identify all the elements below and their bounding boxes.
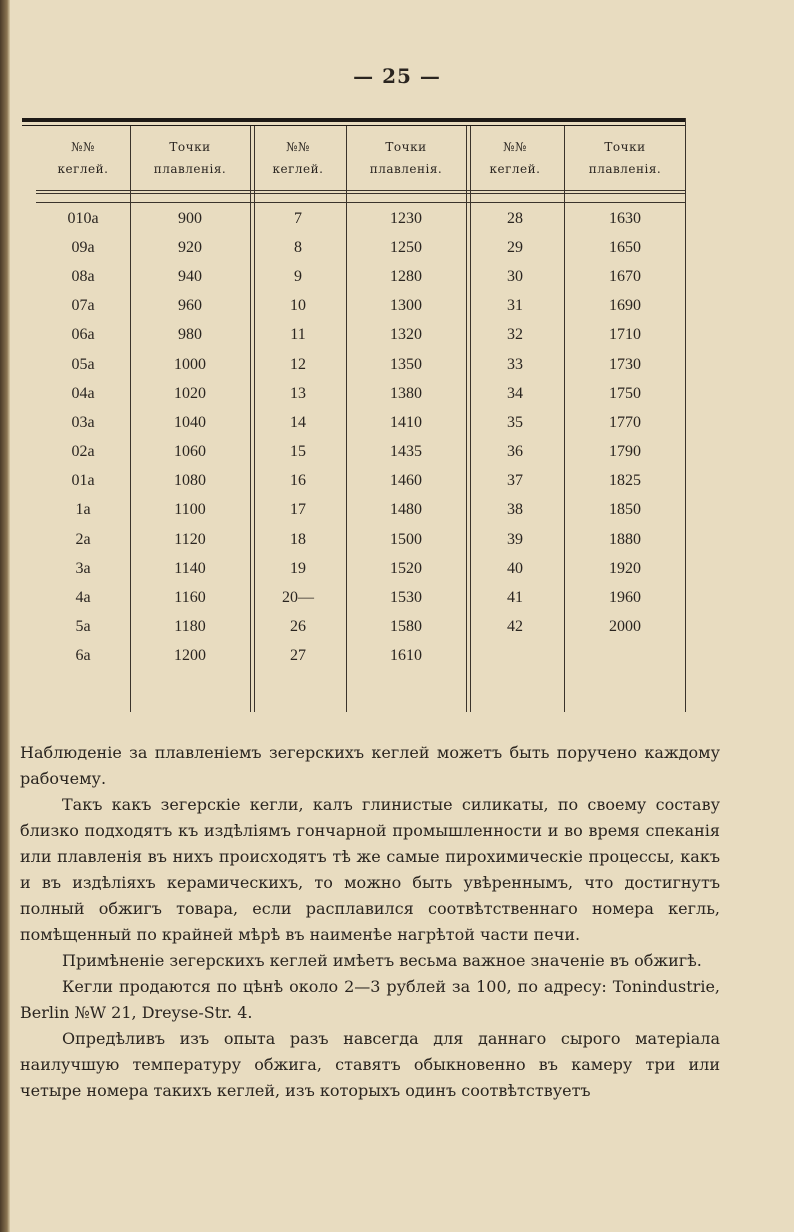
paragraph: Наблюденіе за плавленіемъ зегерскихъ кеглей можетъ быть поручено каждому рабочему. <box>20 743 720 788</box>
page-number: — 25 — <box>353 64 441 88</box>
cone-number-cell: 07a <box>71 297 95 315</box>
cone-number-cell: 06a <box>71 326 95 344</box>
cone-number-cell: 35 <box>507 413 523 431</box>
melting-point-cell: 2000 <box>609 618 641 636</box>
cone-number-cell: 37 <box>507 472 523 490</box>
header-cone-number: №№ кеглей. <box>57 140 109 176</box>
cone-number-cell: 010a <box>67 209 99 227</box>
melting-point-cell: 1280 <box>390 267 422 285</box>
cone-number-cell: 29 <box>507 238 523 256</box>
cone-number-cell: 28 <box>507 209 523 227</box>
cone-number-cell: 38 <box>507 501 523 519</box>
cone-number-cell: 41 <box>507 589 523 607</box>
cone-number-cell: 12 <box>290 355 306 373</box>
cone-number-cell <box>466 642 564 671</box>
cone-number-cell: 30 <box>507 267 523 285</box>
table-row <box>36 292 686 321</box>
cone-melting-table <box>36 118 686 712</box>
cone-number-cell: 40 <box>507 559 523 577</box>
melting-point-cell: 1960 <box>609 589 641 607</box>
melting-point-cell: 1410 <box>390 413 422 431</box>
cone-number-cell: 7 <box>294 209 302 227</box>
cone-number-cell: 9 <box>294 267 302 285</box>
cone-number-cell: 05a <box>71 355 95 373</box>
cone-number-cell: 03a <box>71 413 95 431</box>
data-table <box>36 126 686 671</box>
header-melting-point: Точки плавленія. <box>369 140 443 176</box>
melting-point-cell: 1180 <box>174 618 206 636</box>
melting-point-cell: 1080 <box>174 472 206 490</box>
melting-point-cell: 1730 <box>609 355 641 373</box>
melting-point-cell: 1320 <box>390 326 422 344</box>
melting-point-cell: 1000 <box>174 355 206 373</box>
melting-point-cell: 1690 <box>609 297 641 315</box>
cone-number-cell: 20— <box>282 589 314 607</box>
table-row <box>36 379 686 408</box>
table-row <box>36 583 686 612</box>
melting-point-cell: 940 <box>178 267 202 285</box>
cone-number-cell: 5a <box>75 618 91 636</box>
header-cone-number: №№ кеглей. <box>272 140 324 176</box>
cone-number-cell: 19 <box>290 559 306 577</box>
cone-number-cell: 1a <box>75 501 91 519</box>
melting-point-cell: 1140 <box>174 559 206 577</box>
melting-point-cell: 1200 <box>174 647 206 665</box>
melting-point-cell: 1120 <box>174 530 206 548</box>
cone-number-cell: 18 <box>290 530 306 548</box>
melting-point-cell: 1630 <box>609 209 641 227</box>
table-row <box>36 321 686 350</box>
table-row <box>36 262 686 291</box>
cone-number-cell: 09a <box>71 238 95 256</box>
cone-number-cell: 32 <box>507 326 523 344</box>
cone-number-cell: 10 <box>290 297 306 315</box>
melting-point-cell: 1750 <box>609 384 641 402</box>
melting-point-cell: 1040 <box>174 413 206 431</box>
cone-number-cell: 31 <box>507 297 523 315</box>
melting-point-cell: 1825 <box>609 472 641 490</box>
cone-number-cell: 27 <box>290 647 306 665</box>
melting-point-cell: 1300 <box>390 297 422 315</box>
paragraph: Опредѣливъ изъ опыта разъ навсегда для даннаго сырого матеріала наилучшую температуру обжига, ставятъ обыкновенно въ камеру три или четыре номера такихъ кеглей, изъ которыхъ одинъ соотвѣтствуетъ <box>20 1029 720 1100</box>
table-row <box>36 190 686 233</box>
cone-number-cell: 16 <box>290 472 306 490</box>
melting-point-cell: 1160 <box>174 589 206 607</box>
table-row <box>36 438 686 467</box>
melting-point-cell: 920 <box>178 238 202 256</box>
cone-number-cell: 04a <box>71 384 95 402</box>
table-row <box>36 496 686 525</box>
table-row <box>36 554 686 583</box>
table-row <box>36 233 686 262</box>
table-row <box>36 408 686 437</box>
cone-number-cell: 33 <box>507 355 523 373</box>
melting-point-cell: 1530 <box>390 589 422 607</box>
melting-point-cell: 1350 <box>390 355 422 373</box>
melting-point-cell <box>564 642 686 671</box>
cone-number-cell: 26 <box>290 618 306 636</box>
paragraph: Такъ какъ зегерскіе кегли, калъ глинистые силикаты, по своему составу близко подходятъ къ издѣліямъ гончарной промышленности и во время спеканія или плавленія въ нихъ происходятъ тѣ же самые пирохимическіе процессы, какъ и въ издѣліяхъ керамическихъ, то можно быть увѣреннымъ, что достигнутъ полный обжигъ товара, если расплавился соотвѣтственнаго номера кегль, помѣщенный по крайней мѣрѣ въ наименѣе нагрѣтой части печи. <box>20 795 720 944</box>
cone-number-cell: 14 <box>290 413 306 431</box>
cone-number-cell: 2a <box>75 530 91 548</box>
melting-point-cell: 960 <box>178 297 202 315</box>
paragraph: Кегли продаются по цѣнѣ около 2—3 рублей за 100, по адресу: Tonindustrie, Berlin №W 21, Dreyse-Str. 4. <box>20 977 720 1022</box>
cone-number-cell: 3a <box>75 559 91 577</box>
table-row <box>36 642 686 671</box>
melting-point-cell: 1060 <box>174 443 206 461</box>
melting-point-cell: 1610 <box>390 647 422 665</box>
melting-point-cell: 1580 <box>390 618 422 636</box>
cone-number-cell: 13 <box>290 384 306 402</box>
cone-number-cell: 11 <box>290 326 306 344</box>
melting-point-cell: 1670 <box>609 267 641 285</box>
melting-point-cell: 1460 <box>390 472 422 490</box>
paragraph: Примѣненіе зегерскихъ кеглей имѣетъ весьма важное значеніе въ обжигѣ. <box>62 951 702 970</box>
melting-point-cell: 1650 <box>609 238 641 256</box>
cone-number-cell: 4a <box>75 589 91 607</box>
melting-point-cell: 980 <box>178 326 202 344</box>
melting-point-cell: 1020 <box>174 384 206 402</box>
cone-number-cell: 8 <box>294 238 302 256</box>
table-header-row <box>36 126 686 190</box>
melting-point-cell: 1380 <box>390 384 422 402</box>
melting-point-cell: 1850 <box>609 501 641 519</box>
cone-number-cell: 15 <box>290 443 306 461</box>
table-top-rule <box>22 118 686 122</box>
melting-point-cell: 1920 <box>609 559 641 577</box>
table-row <box>36 467 686 496</box>
table-row <box>36 350 686 379</box>
cone-number-cell: 39 <box>507 530 523 548</box>
book-spine-shadow <box>0 0 10 1232</box>
header-melting-point: Точки плавленія. <box>588 140 662 176</box>
melting-point-cell: 1770 <box>609 413 641 431</box>
melting-point-cell: 1100 <box>174 501 206 519</box>
melting-point-cell: 1710 <box>609 326 641 344</box>
melting-point-cell: 1500 <box>390 530 422 548</box>
cone-number-cell: 02a <box>71 443 95 461</box>
melting-point-cell: 1520 <box>390 559 422 577</box>
melting-point-cell: 1880 <box>609 530 641 548</box>
table-row <box>36 525 686 554</box>
cone-number-cell: 08a <box>71 267 95 285</box>
melting-point-cell: 1790 <box>609 443 641 461</box>
cone-number-cell: 34 <box>507 384 523 402</box>
melting-point-cell: 1230 <box>390 209 422 227</box>
cone-number-cell: 42 <box>507 618 523 636</box>
melting-point-cell: 1480 <box>390 501 422 519</box>
melting-point-cell: 1250 <box>390 238 422 256</box>
cone-number-cell: 36 <box>507 443 523 461</box>
cone-number-cell: 17 <box>290 501 306 519</box>
cone-number-cell: 6a <box>75 647 91 665</box>
table-row <box>36 613 686 642</box>
header-cone-number: №№ кеглей. <box>489 140 541 176</box>
melting-point-cell: 1435 <box>390 443 422 461</box>
cone-number-cell: 01a <box>71 472 95 490</box>
body-text <box>20 740 720 1104</box>
header-melting-point: Точки плавленія. <box>153 140 227 176</box>
melting-point-cell: 900 <box>178 209 202 227</box>
